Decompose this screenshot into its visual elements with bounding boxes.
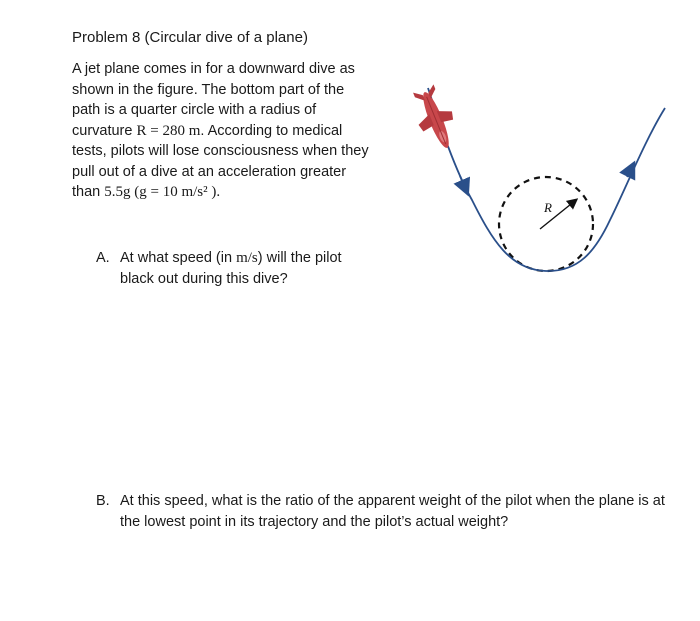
intro-line-6: pull out of a dive at an acceleration greater xyxy=(72,163,347,180)
radius-value: R = 280 m xyxy=(136,122,201,139)
speed-unit: m/s xyxy=(236,250,258,266)
acceleration-threshold: 5.5g (g = 10 m/s² ). xyxy=(104,184,221,200)
question-a-row-1 xyxy=(96,248,386,269)
question-b-indent xyxy=(96,512,120,533)
question-b-letter: B. xyxy=(96,493,110,509)
problem-title: Problem 8 (Circular dive of a plane) xyxy=(72,29,308,46)
intro-line-4-prefix: curvature xyxy=(72,122,137,139)
question-b-line-1: At this speed, what is the ratio of the apparent weight of the pilot when the plane is at xyxy=(120,493,665,509)
radius-label: R xyxy=(544,200,552,215)
question-a-letter: A. xyxy=(96,250,110,266)
question-b-row-2 xyxy=(96,512,696,533)
question-b-line-2: the lowest point in its trajectory and the pilot’s actual weight? xyxy=(120,513,509,530)
intro-line-2: shown in the figure. The bottom part of the xyxy=(72,81,345,98)
intro-line-3: path is a quarter circle with a radius of xyxy=(72,102,317,118)
question-a-suffix: ) will the pilot xyxy=(257,250,342,266)
problem-statement xyxy=(72,59,372,203)
question-b xyxy=(96,491,696,532)
question-a xyxy=(96,248,386,289)
question-a-prefix: At what speed (in xyxy=(120,250,237,266)
question-b-row-1 xyxy=(96,491,696,512)
dive-figure xyxy=(400,80,680,290)
question-a-line-1 xyxy=(120,248,386,269)
intro-line-5: tests, pilots will lose consciousness when they xyxy=(72,143,369,159)
intro-line-7-prefix: than xyxy=(72,184,105,200)
intro-line-7 xyxy=(72,182,372,203)
dive-diagram xyxy=(400,80,680,290)
question-a-line-2: black out during this dive? xyxy=(120,270,288,287)
intro-line-1: A jet plane comes in for a downward dive as xyxy=(72,61,355,77)
flight-path xyxy=(428,88,665,271)
intro-line-4 xyxy=(72,121,372,142)
question-a-indent xyxy=(96,269,120,290)
question-a-row-2 xyxy=(96,269,386,290)
jet-plane-icon xyxy=(407,82,464,155)
intro-line-4-suffix: . According to medical xyxy=(200,122,343,139)
path-arrow-down xyxy=(460,176,466,190)
